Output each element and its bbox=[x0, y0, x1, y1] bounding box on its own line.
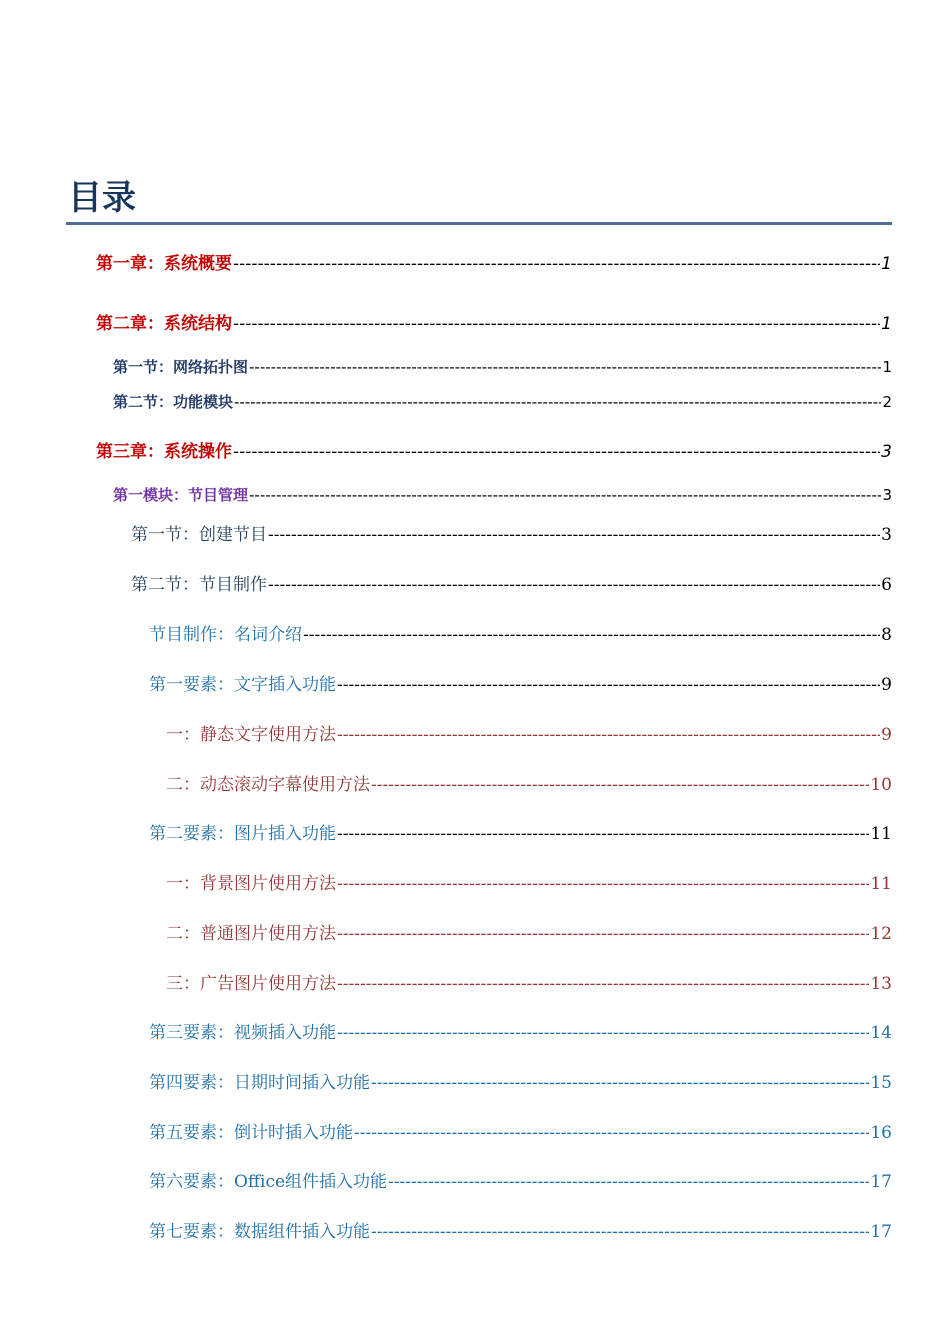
toc-page-number: 9 bbox=[881, 725, 892, 745]
toc-page-number: 1 bbox=[881, 314, 892, 334]
toc-page-number: 15 bbox=[870, 1073, 892, 1093]
toc-page-number: 6 bbox=[881, 575, 892, 595]
toc-page-number: 1 bbox=[882, 358, 892, 376]
toc-dot-leader bbox=[337, 1023, 869, 1043]
toc-page-number: 8 bbox=[881, 625, 892, 645]
toc-dot-leader bbox=[354, 1123, 869, 1143]
toc-entry-label: 第一章：系统概要 bbox=[96, 254, 232, 274]
toc-page-number: 14 bbox=[870, 1023, 892, 1043]
toc-entry-label: 二：普通图片使用方法 bbox=[166, 924, 336, 944]
toc-dot-leader bbox=[233, 442, 880, 462]
toc-dot-leader bbox=[303, 625, 880, 645]
toc-entry-glossary[interactable] bbox=[149, 620, 892, 645]
toc-dot-leader bbox=[234, 393, 881, 411]
toc-entry-label: 二：动态滚动字幕使用方法 bbox=[166, 775, 370, 795]
toc-dot-leader bbox=[337, 974, 869, 994]
toc-entry-label: 节目制作：名词介绍 bbox=[149, 625, 302, 645]
toc-page-number: 16 bbox=[870, 1123, 892, 1143]
toc-entry-label: 第二要素：图片插入功能 bbox=[149, 824, 336, 844]
toc-page-number: 3 bbox=[881, 442, 892, 462]
toc-page-number: 13 bbox=[870, 974, 892, 994]
toc-entry-element-data[interactable] bbox=[149, 1217, 892, 1242]
toc-entry-label: 第二章：系统结构 bbox=[96, 314, 232, 334]
toc-dot-leader bbox=[268, 575, 880, 595]
toc-page-number: 10 bbox=[870, 775, 892, 795]
toc-entry-element-text[interactable] bbox=[149, 670, 892, 695]
toc-entry-create-program[interactable] bbox=[131, 520, 892, 545]
toc-entry-label: 第三章：系统操作 bbox=[96, 442, 232, 462]
toc-entry-label: 第一要素：文字插入功能 bbox=[149, 675, 336, 695]
toc-entry-label: 第七要素：数据组件插入功能 bbox=[149, 1222, 370, 1242]
toc-page-number: 12 bbox=[870, 924, 892, 944]
toc-entry-label: 一：背景图片使用方法 bbox=[166, 874, 336, 894]
toc-entry-label: 第三要素：视频插入功能 bbox=[149, 1023, 336, 1043]
toc-dot-leader bbox=[337, 725, 880, 745]
toc-entry-label: 第六要素：Office组件插入功能 bbox=[149, 1172, 388, 1192]
toc-entry-label: 第五要素：倒计时插入功能 bbox=[149, 1123, 353, 1143]
toc-entry-background-image[interactable] bbox=[166, 869, 892, 894]
toc-entry-element-datetime[interactable] bbox=[149, 1068, 892, 1093]
toc-entry-label: 第一模块：节目管理 bbox=[113, 486, 249, 504]
toc-entry-chapter-1[interactable] bbox=[96, 249, 892, 274]
toc-entry-ad-image[interactable] bbox=[166, 969, 892, 994]
toc-page-number: 17 bbox=[870, 1172, 892, 1192]
toc-entry-chapter-2[interactable] bbox=[96, 309, 892, 334]
toc-entry-section-topology[interactable] bbox=[113, 356, 892, 377]
toc-page-number: 2 bbox=[882, 393, 892, 411]
toc-page-number: 17 bbox=[870, 1222, 892, 1242]
toc-entry-label: 第一节：网络拓扑图 bbox=[113, 358, 249, 376]
toc-entry-label: 第二节：节目制作 bbox=[131, 575, 267, 595]
toc-page-number: 1 bbox=[881, 254, 892, 274]
toc-page-number: 9 bbox=[881, 675, 892, 695]
toc-entry-element-office[interactable] bbox=[149, 1167, 892, 1192]
toc-dot-leader bbox=[337, 924, 869, 944]
toc-entry-label: 第二节：功能模块 bbox=[113, 393, 234, 411]
toc-entry-scrolling-text[interactable] bbox=[166, 770, 892, 795]
toc-entry-module-1[interactable] bbox=[113, 484, 892, 505]
toc-page-number: 11 bbox=[870, 874, 892, 894]
toc-page-number: 3 bbox=[882, 486, 892, 504]
toc-entry-label: 一：静态文字使用方法 bbox=[166, 725, 336, 745]
toc-entry-label: 三：广告图片使用方法 bbox=[166, 974, 336, 994]
page-title: 目录 bbox=[68, 178, 136, 218]
toc-dot-leader bbox=[268, 525, 880, 545]
toc-dot-leader bbox=[337, 874, 869, 894]
toc-entry-section-modules[interactable] bbox=[113, 391, 892, 412]
toc-dot-leader bbox=[371, 775, 869, 795]
toc-entry-label: 第一节：创建节目 bbox=[131, 525, 267, 545]
toc-page-number: 11 bbox=[870, 824, 892, 844]
toc-entry-static-text[interactable] bbox=[166, 720, 892, 745]
toc-page-number: 3 bbox=[881, 525, 892, 545]
toc-dot-leader bbox=[337, 824, 869, 844]
toc-entry-element-countdown[interactable] bbox=[149, 1118, 892, 1143]
toc-entry-element-image[interactable] bbox=[149, 819, 892, 844]
toc-dot-leader bbox=[337, 675, 880, 695]
toc-dot-leader bbox=[371, 1222, 869, 1242]
toc-dot-leader bbox=[233, 254, 880, 274]
toc-entry-label: 第四要素：日期时间插入功能 bbox=[149, 1073, 370, 1093]
toc-entry-element-video[interactable] bbox=[149, 1018, 892, 1043]
toc-dot-leader bbox=[371, 1073, 869, 1093]
toc-dot-leader bbox=[249, 358, 881, 376]
toc-dot-leader bbox=[233, 314, 880, 334]
toc-entry-chapter-3[interactable] bbox=[96, 437, 892, 462]
toc-dot-leader bbox=[388, 1172, 869, 1192]
toc-entry-normal-image[interactable] bbox=[166, 919, 892, 944]
toc-dot-leader bbox=[249, 486, 881, 504]
toc-entry-program-production[interactable] bbox=[131, 570, 892, 595]
